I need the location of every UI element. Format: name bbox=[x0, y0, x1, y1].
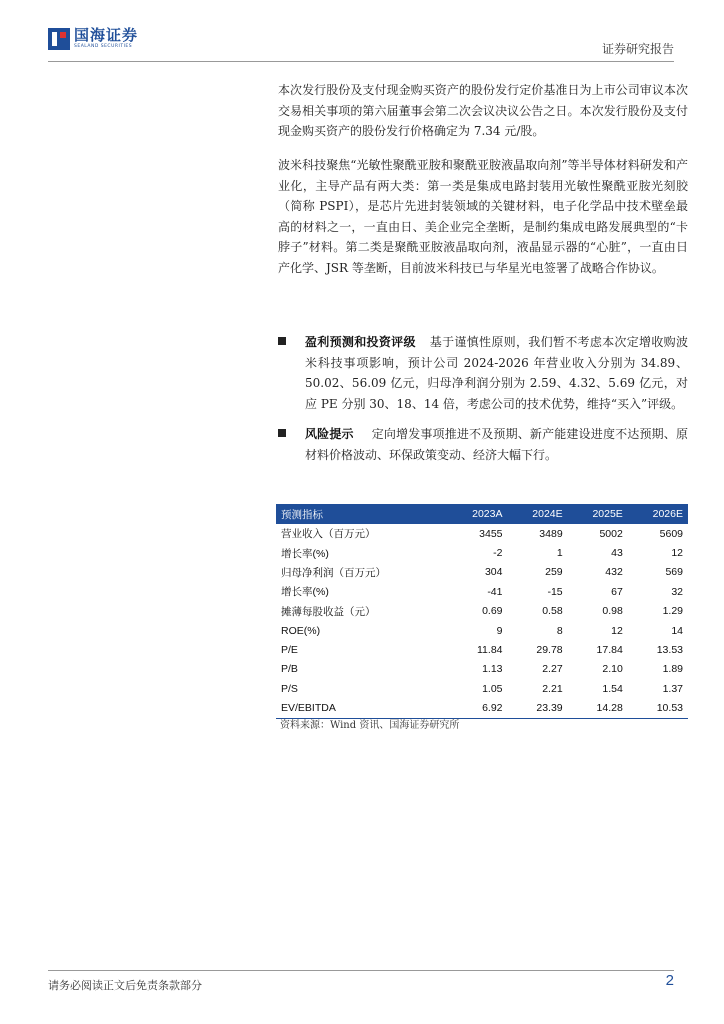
footer-disclaimer: 请务必阅读正文后免责条款部分 bbox=[48, 979, 202, 992]
table-cell: 304 bbox=[484, 566, 503, 579]
table-cell: P/E bbox=[281, 644, 298, 657]
table-cell: 259 bbox=[545, 566, 563, 579]
table-cell: 摊薄每股收益（元） bbox=[281, 605, 376, 618]
table-cell: 营业收入（百万元） bbox=[281, 528, 376, 541]
bullet-square-icon bbox=[278, 337, 286, 345]
table-cell: 569 bbox=[665, 566, 683, 579]
logo-mark-icon bbox=[48, 28, 70, 50]
report-type-label: 证券研究报告 bbox=[601, 42, 674, 56]
table-row bbox=[276, 660, 688, 679]
footer-divider bbox=[48, 970, 674, 971]
table-cell: 3455 bbox=[479, 527, 503, 540]
table-cell: 1.05 bbox=[482, 682, 503, 695]
table-cell: 0.69 bbox=[482, 605, 503, 618]
table-header-cell: 2023A bbox=[447, 504, 507, 524]
table-cell: 6.92 bbox=[447, 699, 507, 719]
table-cell: P/S bbox=[281, 682, 298, 695]
table-header-cell: 2026E bbox=[628, 504, 688, 524]
table-cell: 8 bbox=[556, 624, 563, 637]
table-header-cell: 预测指标 bbox=[276, 504, 447, 524]
table-cell: ROE(%) bbox=[281, 624, 321, 637]
table-cell: 432 bbox=[605, 566, 623, 579]
table-cell: 5609 bbox=[659, 527, 683, 540]
table-cell: 1.89 bbox=[662, 663, 683, 676]
table-cell: 3489 bbox=[539, 527, 563, 540]
bullet-rating-title: 盈利预测和投资评级 bbox=[305, 335, 416, 349]
table-cell: 67 bbox=[611, 585, 623, 598]
table-cell: P/B bbox=[281, 663, 298, 676]
table-cell: 29.78 bbox=[536, 644, 563, 657]
table-cell: -41 bbox=[487, 585, 503, 598]
table-cell: 11.84 bbox=[477, 644, 503, 657]
table-header-cell: 2024E bbox=[508, 504, 568, 524]
header-divider bbox=[48, 61, 674, 62]
logo-name-en: SEALAND SECURITIES bbox=[74, 44, 133, 50]
table-cell: 1.13 bbox=[482, 663, 503, 676]
table-row bbox=[276, 621, 688, 640]
bullet-square-icon bbox=[278, 429, 286, 437]
bullet-risk-body: 定向增发事项推进不及预期、新产能建设进度不达预期、原材料价格波动、环保政策变动、经济大幅下行。 bbox=[305, 427, 688, 462]
table-cell: -2 bbox=[493, 547, 503, 560]
table-cell: 12 bbox=[611, 624, 623, 637]
table-cell: 9 bbox=[496, 624, 503, 637]
table-cell: 10.53 bbox=[628, 699, 688, 719]
table-row bbox=[276, 543, 688, 562]
table-source-note: 资料来源：Wind 资讯、国海证券研究所 bbox=[280, 720, 460, 731]
table-cell: -15 bbox=[547, 585, 563, 598]
page-header bbox=[48, 28, 674, 62]
bullet-risk-title: 风险提示 bbox=[305, 427, 354, 441]
table-cell: 5002 bbox=[599, 527, 623, 540]
table-cell: 1 bbox=[556, 547, 563, 560]
table-cell: 14.28 bbox=[568, 699, 628, 719]
table-cell: 1.54 bbox=[602, 682, 623, 695]
forecast-table bbox=[276, 504, 688, 719]
table-cell: 2.27 bbox=[542, 663, 563, 676]
table-cell: 增长率(%) bbox=[281, 547, 329, 560]
table-row bbox=[276, 602, 688, 621]
table-cell: 0.98 bbox=[602, 605, 623, 618]
table-row bbox=[276, 563, 688, 582]
table-header-cell: 2025E bbox=[568, 504, 628, 524]
table-cell: 13.53 bbox=[656, 644, 683, 657]
table-row bbox=[276, 679, 688, 698]
table-cell: 23.39 bbox=[508, 699, 568, 719]
table-row bbox=[276, 582, 688, 601]
table-cell: 32 bbox=[671, 585, 683, 598]
table-cell: 2.10 bbox=[602, 663, 623, 676]
table-header-row bbox=[276, 504, 688, 524]
paragraph-issue-price: 本次发行股份及支付现金购买资产的股份发行定价基准日为上市公司审议本次交易相关事项的第六届董事会第二次会议决议公告之日。本次发行股份及支付现金购买资产的股份发行价格确定为 7.34 元/股。 bbox=[278, 83, 688, 138]
table-cell: 17.84 bbox=[596, 644, 623, 657]
table-cell: EV/EBITDA bbox=[276, 699, 447, 719]
table-row bbox=[276, 524, 688, 543]
table-cell: 1.37 bbox=[662, 682, 683, 695]
bullet-risk-text bbox=[305, 424, 688, 465]
company-logo bbox=[48, 28, 138, 50]
bullet-rating-body: 基于谨慎性原则，我们暂不考虑本次定增收购波米科技事项影响，预计公司 2024-2026 年营业收入分别为 34.89、50.02、56.09 亿元，归母净利润分别为 2.59、4.32、5.69 亿元，对应 PE 分别 30、18、14 倍，考虑公司的技术优势，维持“买入”评级。 bbox=[305, 335, 688, 411]
table-cell: 14 bbox=[671, 624, 683, 637]
table-cell: 归母净利润（百万元） bbox=[281, 566, 386, 579]
paragraph-company-profile: 波米科技聚焦“光敏性聚酰亚胺和聚酰亚胺液晶取向剂”等半导体材料研发和产业化，主导产品有两大类：第一类是集成电路封装用光敏性聚酰亚胺光刻胶（简称 PSPI），是芯片先进封装领域的关键材料，电子化学品中技术壁垒最高的材料之一，一直由日、美企业完全垄断，是制约集成电路发展典型的“卡脖子”材料。第二类是聚酰亚胺液晶取向剂，液晶显示器的“心脏”，一直由日产化学、JSR 等垄断，目前波米科技已与华星光电签署了战略合作协议。 bbox=[278, 158, 688, 275]
table-cell: 0.58 bbox=[542, 605, 563, 618]
page-number: 2 bbox=[665, 972, 674, 989]
table-cell: 2.21 bbox=[542, 682, 563, 695]
table-cell: 1.29 bbox=[662, 605, 683, 618]
table-row bbox=[276, 640, 688, 659]
logo-name-cn: 国海证券 bbox=[74, 26, 139, 45]
bullet-rating-text bbox=[305, 332, 688, 414]
table-cell: 43 bbox=[611, 547, 623, 560]
table-cell: 12 bbox=[671, 547, 683, 560]
table-cell: 增长率(%) bbox=[281, 586, 329, 599]
